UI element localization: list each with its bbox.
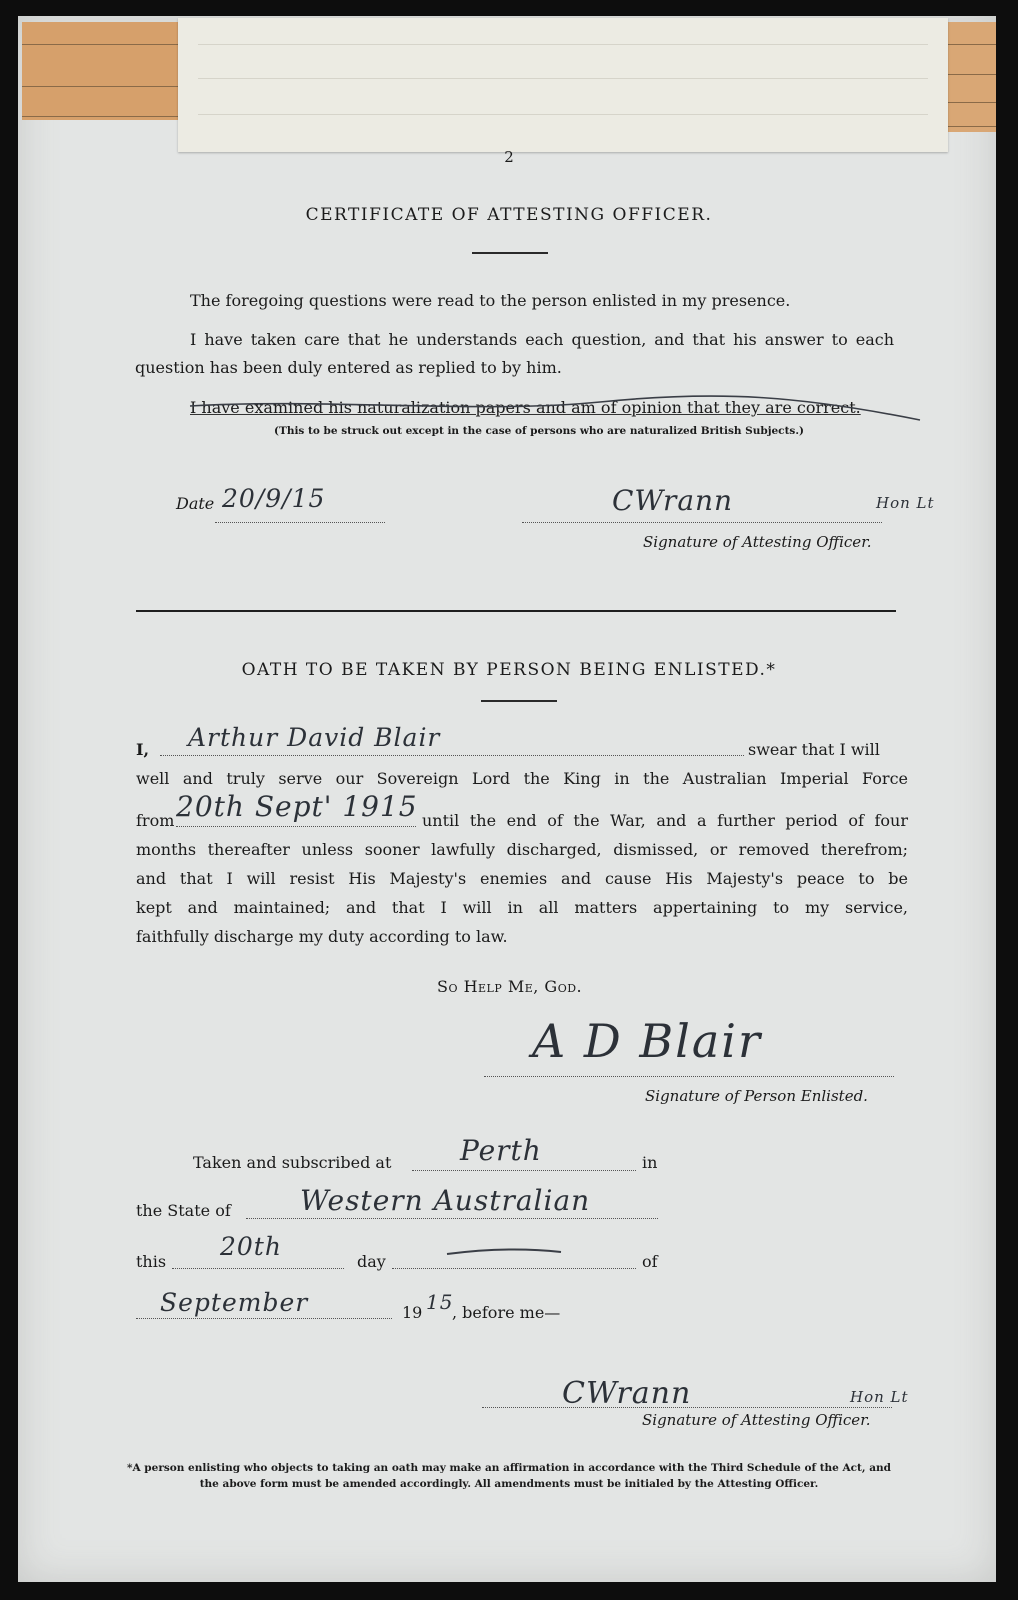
oath-title: OATH TO BE TAKEN BY PERSON BEING ENLISTED.* xyxy=(241,660,777,680)
signature-field-line xyxy=(522,522,882,523)
pasted-paper-slip xyxy=(178,18,948,152)
oath-from-label: from xyxy=(136,811,175,830)
month-handwritten: September xyxy=(160,1288,309,1317)
state-field-line xyxy=(246,1218,658,1219)
place-handwritten: Perth xyxy=(460,1134,542,1167)
state-handwritten: Western Australian xyxy=(300,1184,591,1217)
naturalization-note: (This to be struck out except in the case of persons who are naturalized British Subjects.) xyxy=(274,425,804,437)
officer-signature-handwritten: CWrann xyxy=(612,484,734,517)
naturalization-text: I have examined his naturalization papers and am of opinion that they are correct. xyxy=(190,398,861,417)
day-handwritten: 20th xyxy=(220,1232,282,1261)
certificate-line-2a: I have taken care that he understands each question, and that his answer to each xyxy=(190,330,894,349)
blank-stroke xyxy=(445,1246,565,1258)
from-date-handwritten: 20th Sept' 1915 xyxy=(176,790,418,823)
oath-line-3-rest: until the end of the War, and a further period of four xyxy=(422,811,908,830)
so-help-me-god: So Help Me, God. xyxy=(437,977,583,996)
footnote-line-2: the above form must be amended accordingly. All amendments must be initialed by the Attesting Officer. xyxy=(199,1478,819,1490)
oath-line-4: months thereafter unless sooner lawfully discharged, dismissed, or removed therefrom; xyxy=(136,840,908,859)
this-label: this xyxy=(136,1252,167,1271)
footnote-line-1: *A person enlisting who objects to taking an oath may make an affirmation in accordance with the Third Schedule of the Act, and xyxy=(127,1462,891,1474)
signature-label: Signature of Attesting Officer. xyxy=(643,533,872,551)
oath-swear-text: swear that I will xyxy=(748,740,880,759)
section-separator xyxy=(136,610,896,612)
oath-line-7: faithfully discharge my duty according to law. xyxy=(136,927,508,946)
oath-line-2: well and truly serve our Sovereign Lord the King in the Australian Imperial Force xyxy=(136,769,908,788)
enlistee-signature-handwritten: A D Blair xyxy=(532,1014,762,1068)
certificate-line-1: The foregoing questions were read to the person enlisted in my presence. xyxy=(190,291,791,310)
year-handwritten: 15 xyxy=(426,1290,454,1314)
from-date-field-line xyxy=(176,826,416,827)
enlistee-signature-label: Signature of Person Enlisted. xyxy=(645,1087,868,1105)
certificate-line-2b: question has been duly entered as replied to by him. xyxy=(135,358,562,377)
date-value-handwritten: 20/9/15 xyxy=(222,484,326,513)
officer-rank-handwritten: Hon Lt xyxy=(876,494,935,512)
day-label: day xyxy=(357,1252,386,1271)
of-field-line xyxy=(392,1268,636,1269)
year-printed: 19 xyxy=(402,1303,423,1322)
oath-title-divider xyxy=(481,700,557,702)
underlying-page-tab-left xyxy=(22,22,182,120)
before-me-text: , before me— xyxy=(452,1303,561,1322)
taken-subscribed-label: Taken and subscribed at xyxy=(193,1153,392,1172)
oath-line-6: kept and maintained; and that I will in all matters appertaining to my service, xyxy=(136,898,908,917)
final-signature-label: Signature of Attesting Officer. xyxy=(642,1411,871,1429)
document-sheet xyxy=(18,16,996,1582)
of-label: of xyxy=(642,1252,658,1271)
enlistee-name-handwritten: Arthur David Blair xyxy=(188,723,441,752)
day-field-line xyxy=(172,1268,344,1269)
enlistee-signature-line xyxy=(484,1076,894,1077)
place-field-line xyxy=(412,1170,636,1171)
name-field-line xyxy=(160,755,744,756)
oath-line-5: and that I will resist His Majesty's enemies and cause His Majesty's peace to be xyxy=(136,869,908,888)
date-label: Date xyxy=(176,494,215,513)
in-label: in xyxy=(642,1153,658,1172)
final-officer-signature-handwritten: CWrann xyxy=(562,1376,692,1411)
month-field-line xyxy=(136,1318,392,1319)
final-officer-rank-handwritten: Hon Lt xyxy=(850,1388,909,1406)
page-number: 2 xyxy=(504,148,514,166)
state-label: the State of xyxy=(136,1201,231,1220)
date-field-line xyxy=(215,522,385,523)
final-signature-line xyxy=(482,1407,892,1408)
certificate-title: CERTIFICATE OF ATTESTING OFFICER. xyxy=(305,205,713,225)
oath-i-label: I, xyxy=(136,740,150,759)
title-divider xyxy=(472,252,548,254)
